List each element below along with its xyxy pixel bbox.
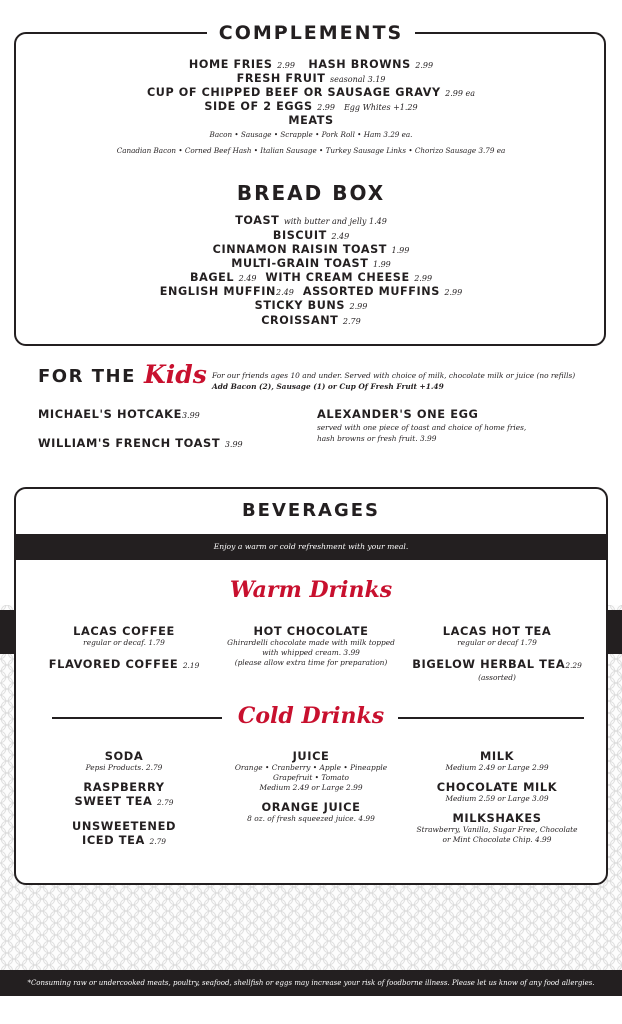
warm-drinks-title: Warm Drinks — [229, 577, 393, 603]
lacas-coffee-desc: regular or decaf. 1.79 — [83, 638, 165, 647]
kids-french-toast: WILLIAM'S FRENCH TOAST 3.99 — [38, 436, 243, 450]
warm-col-left — [40, 624, 208, 673]
meats-heading: MEATS — [288, 114, 334, 127]
allergy-disclaimer: *Consuming raw or undercooked meats, poultry, seafood, shellfish or eggs may increase your risk of foodborne illness. Please let us know of any food allergies. — [0, 970, 622, 996]
meats-line-1: Bacon • Sausage • Scrapple • Pork Roll • Ham 3.29 ea. — [209, 130, 413, 139]
chocolate-milk-desc: Medium 2.59 or Large 3.09 — [445, 794, 549, 803]
english-muffin-line: ENGLISH MUFFIN2.49 ASSORTED MUFFINS 2.99 — [159, 285, 463, 298]
unsweetened-tea-line-1: UNSWEETENED — [71, 819, 177, 833]
kids-note-line-2: Add Bacon (2), Sausage (1) or Cup Of Fresh Fruit +1.49 — [212, 382, 444, 391]
flavored-coffee: FLAVORED COFFEE 2.19 — [48, 657, 200, 671]
kids-one-egg-desc-2: hash browns or fresh fruit. 3.99 — [317, 434, 437, 443]
cold-col-center — [222, 749, 400, 824]
raspberry-tea-line-1: RASPBERRY — [83, 780, 165, 794]
milk-desc: Medium 2.49 or Large 2.99 — [445, 763, 549, 772]
chipped-beef-line: CUP OF CHIPPED BEEF OR SAUSAGE GRAVY 2.99 ea — [146, 86, 476, 99]
cold-drinks-title: Cold Drinks — [237, 703, 385, 729]
lacas-coffee: LACAS COFFEE — [73, 624, 175, 638]
hot-chocolate-desc-1: Ghirardelli chocolate made with milk topped — [227, 638, 395, 647]
kids-one-egg-desc-1: served with one piece of toast and choice of home fries, — [317, 423, 527, 432]
warm-col-right — [402, 624, 592, 683]
cold-col-right — [402, 749, 592, 845]
fresh-fruit-line: FRESH FRUIT seasonal 3.19 — [236, 72, 386, 85]
milkshakes-desc-1: Strawberry, Vanilla, Sugar Free, Chocolate — [416, 825, 578, 834]
milkshakes-desc-2: or Mint Chocolate Chip. 4.99 — [442, 835, 552, 844]
bagel-line: BAGEL 2.49 WITH CREAM CHEESE 2.99 — [189, 271, 433, 284]
soda-desc: Pepsi Products. 2.79 — [85, 763, 163, 772]
sticky-buns-line: STICKY BUNS 2.99 — [254, 299, 368, 312]
multigrain-toast-line: MULTI-GRAIN TOAST 1.99 — [231, 257, 391, 270]
juice-desc-3: Medium 2.49 or Large 2.99 — [259, 783, 363, 792]
meats-line-2: Canadian Bacon • Corned Beef Hash • Italian Sausage • Turkey Sausage Links • Chorizo Sausage 3.79 ea — [116, 146, 506, 155]
lacas-hot-tea-desc: regular or decaf 1.79 — [457, 638, 537, 647]
kids-note — [212, 370, 575, 392]
kids-script-title: Kids — [144, 360, 207, 389]
juice-desc-2: Grapefruit • Tomato — [272, 773, 349, 782]
cold-col-left — [40, 749, 208, 849]
beverages-banner: Enjoy a warm or cold refreshment with your meal. — [14, 534, 608, 560]
orange-juice: ORANGE JUICE — [261, 800, 361, 814]
milkshakes: MILKSHAKES — [452, 811, 542, 825]
home-fries-line: HOME FRIES 2.99 HASH BROWNS 2.99 — [188, 58, 434, 71]
hot-chocolate: HOT CHOCOLATE — [253, 624, 369, 638]
soda: SODA — [104, 749, 144, 763]
unsweetened-tea-line-2: ICED TEA 2.79 — [81, 833, 166, 847]
kids-one-egg-desc — [317, 422, 526, 444]
kids-one-egg: ALEXANDER'S ONE EGG — [317, 407, 479, 421]
lacas-hot-tea: LACAS HOT TEA — [442, 624, 552, 638]
juice-desc-1: Orange • Cranberry • Apple • Pineapple — [234, 763, 388, 772]
hot-chocolate-desc-3: (please allow extra time for preparation) — [234, 658, 388, 667]
hot-chocolate-desc-2: with whipped cream. 3.99 — [262, 648, 360, 657]
chocolate-milk: CHOCOLATE MILK — [436, 780, 558, 794]
biscuit-line: BISCUIT 2.49 — [272, 229, 350, 242]
cinnamon-toast-line: CINNAMON RAISIN TOAST 1.99 — [212, 243, 410, 256]
kids-note-line-1: For our friends ages 10 and under. Served with choice of milk, chocolate milk or juice (no refills) — [212, 371, 576, 380]
complements-title: COMPLEMENTS — [0, 22, 622, 44]
kids-hotcake: MICHAEL'S HOTCAKE3.99 — [38, 407, 200, 421]
warm-col-center — [222, 624, 400, 668]
orange-juice-desc: 8 oz. of fresh squeezed juice. 4.99 — [247, 814, 375, 823]
eggs-line: SIDE OF 2 EGGS 2.99 Egg Whites +1.29 — [204, 100, 418, 113]
croissant-line: CROISSANT 2.79 — [261, 314, 361, 327]
toast-line: TOAST with butter and jelly 1.49 — [235, 214, 387, 227]
milk: MILK — [479, 749, 515, 763]
bigelow-tea-desc: (assorted) — [478, 673, 516, 682]
bigelow-tea: BIGELOW HERBAL TEA2.29 — [412, 657, 582, 671]
beverages-title: BEVERAGES — [241, 500, 381, 521]
raspberry-tea-line-2: SWEET TEA 2.79 — [74, 794, 174, 808]
kids-title: FOR THE — [38, 366, 136, 387]
juice: JUICE — [292, 749, 330, 763]
bread-box-title: BREAD BOX — [236, 181, 386, 205]
